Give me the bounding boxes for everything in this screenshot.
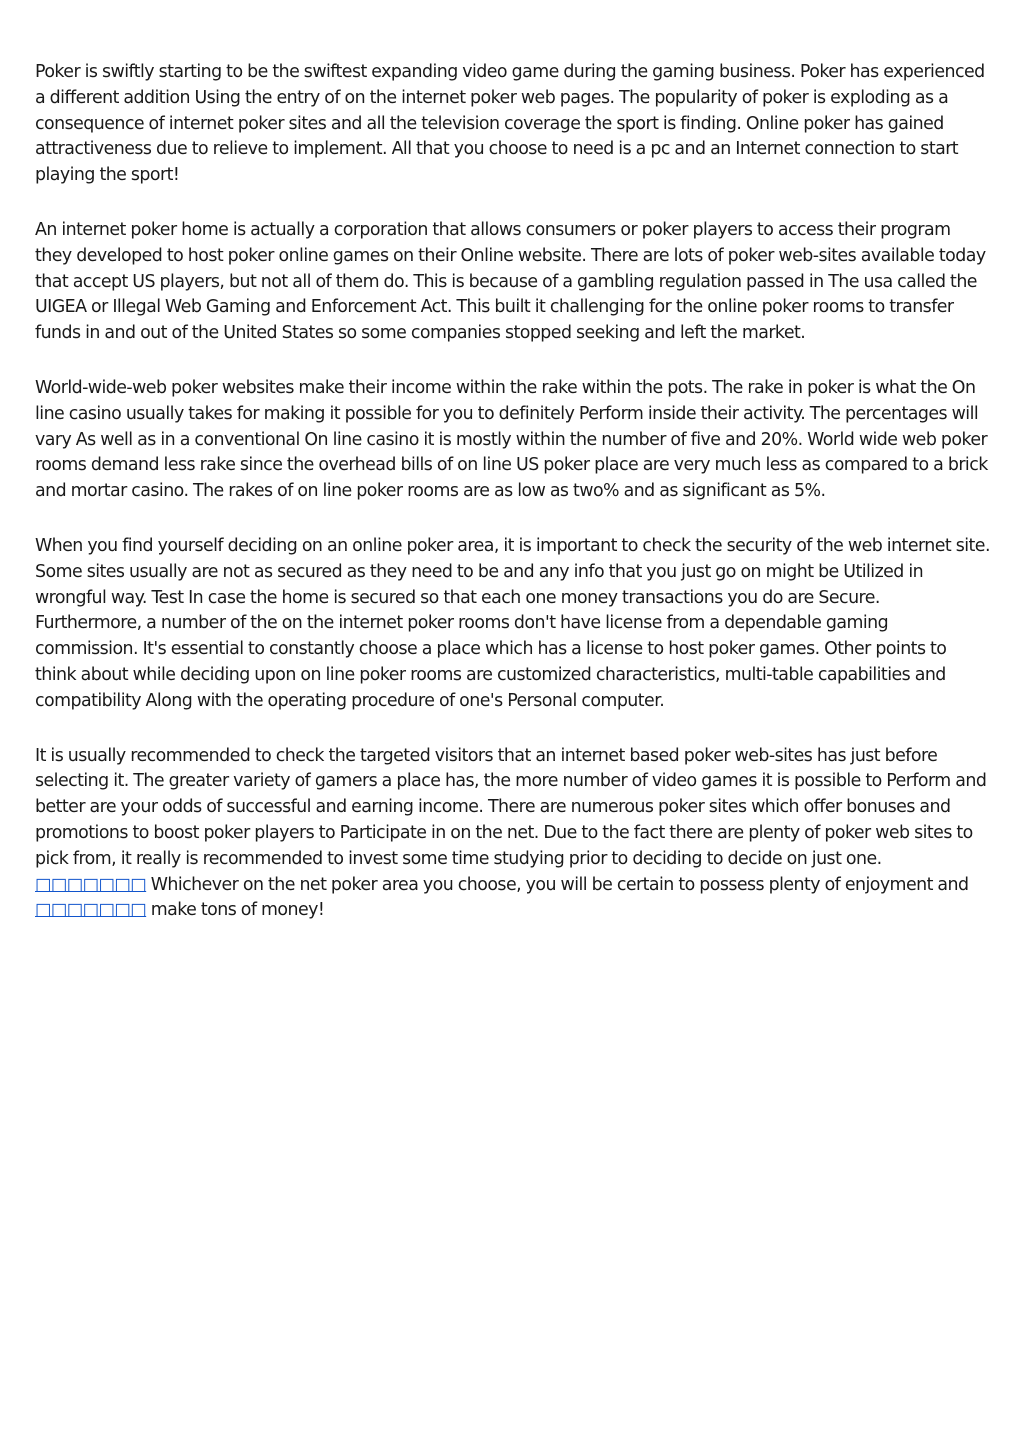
paragraph-4: When you find yourself deciding on an online poker area, it is important to check the security of the web internet site. Some sites usually are not as secured as they need to be and any info that you just go on might be Utilized in wrongful way. Test In case the home is secured so that each one money transactions you do are Secure. Furthermore, a number of the on the internet poker rooms don't have license from a dependable gaming commission. It's essential to constantly choose a place which has a license to host poker games. Other points to think about while deciding upon on line poker rooms are customized characteristics, multi-table capabilities and compatibility Along with the operating procedure of one's Personal computer. — [35, 535, 990, 711]
paragraph-5-text-middle: Whichever on the net poker area you choose, you will be certain to possess plenty of enjoyment and — [146, 874, 969, 895]
inline-link-1[interactable]: □□□□□□□ — [35, 874, 147, 895]
paragraph-3: World-wide-web poker websites make their income within the rake within the pots. The rake in poker is what the On line casino usually takes for making it possible for you to definitely Perform inside their activity. The percentages will vary As well as in a conventional On line casino it is mostly within the number of five and 20%. World wide web poker rooms demand less rake since the overhead bills of on line US poker place are very much less as compared to a brick and mortar casino. The rakes of on line poker rooms are as low as two% and as significant as 5%. — [35, 377, 988, 502]
paragraph-1: Poker is swiftly starting to be the swiftest expanding video game during the gaming business. Poker has experienced a different addition Using the entry of on the internet poker web pages. The popularity of poker is exploding as a consequence of internet poker sites and all the television coverage the sport is finding. Online poker has gained attractiveness due to relieve to implement. All that you choose to need is a pc and an Internet connection to start playing the sport! — [35, 62, 985, 186]
paragraph-5-text-end: make tons of money! — [146, 900, 325, 921]
paragraph-2: An internet poker home is actually a corporation that allows consumers or poker players to access their program they developed to host poker online games on their Online website. There are lots of poker web-sites available today that accept US players, but not all of them do. This is because of a gambling regulation passed in The usa called the UIGEA or Illegal Web Gaming and Enforcement Act. This built it challenging for the online poker rooms to transfer funds in and out of the United States so some companies stopped seeking and left the market. — [35, 219, 986, 344]
inline-link-2[interactable]: □□□□□□□ — [35, 900, 147, 921]
paragraph-5 — [35, 744, 990, 925]
paragraph-5-text-start: It is usually recommended to check the targeted visitors that an internet based poker web-sites has just before selecting it. The greater variety of gamers a place has, the more number of video games it is possible to Perform and better are your odds of successful and earning income. There are numerous poker sites which offer bonuses and promotions to boost poker players to Participate in on the net. Due to the fact there are plenty of poker web sites to pick from, it really is recommended to invest some time studying prior to deciding to decide on just one. — [35, 745, 987, 869]
document-body — [35, 60, 990, 953]
